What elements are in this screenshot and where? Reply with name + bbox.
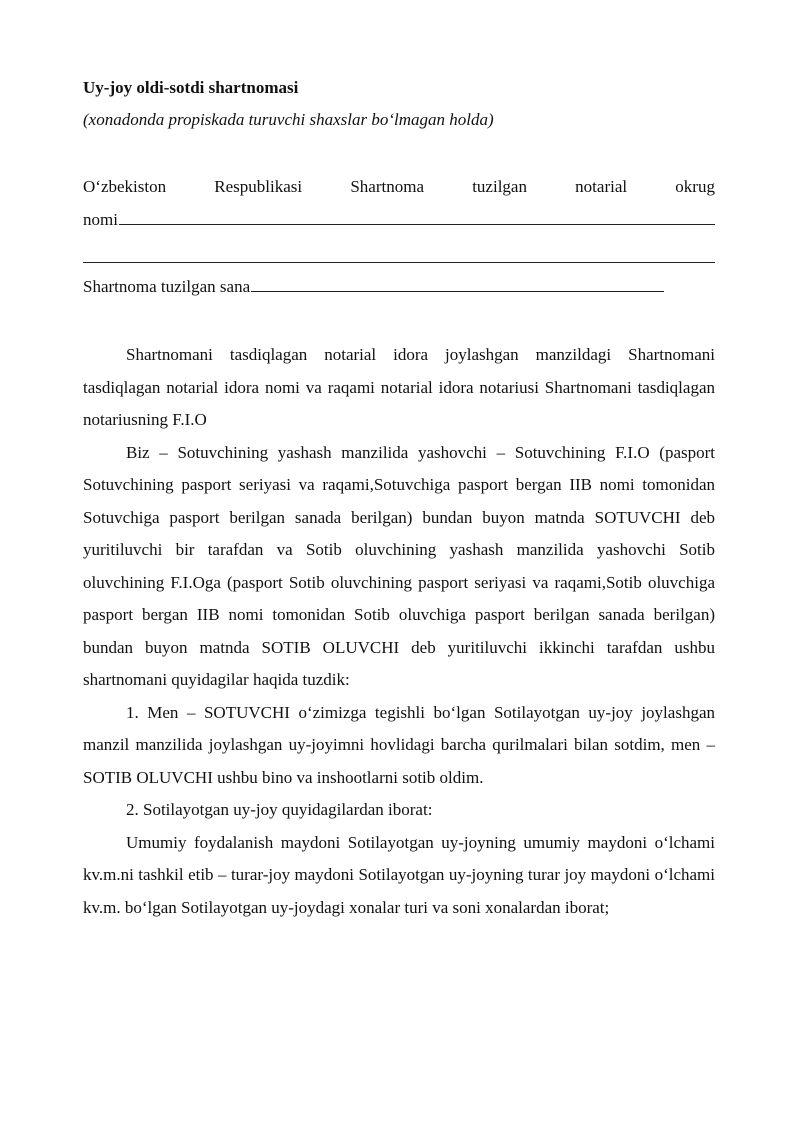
body-paragraph: Shartnomani tasdiqlagan notarial idora joylashgan manzildagi Shartnomani tasdiqlagan notarial idora nomi va raqami notarial idora notariusi Shartnomani tasdiqlagan notariusning F.I.O: [83, 345, 715, 429]
body-paragraph: Umumiy foydalanish maydoni Sotilayotgan uy-joyning umumiy maydoni oʻlchami kv.m.ni tashkil etib – turar-joy maydoni Sotilayotgan uy-joyning turar joy maydoni oʻlchami kv.m. boʻlgan Sotilayotgan uy-joydagi xonalar turi va soni xonalardan iborat;: [83, 832, 715, 917]
contract-date-label: Shartnoma tuzilgan sana: [83, 277, 251, 296]
okrug-name-field: [83, 210, 715, 230]
body-paragraph: 1. Men – SOTUVCHI oʻzimizga tegishli boʻlgan Sotilayotgan uy-joy joylashgan manzil manzilida joylashgan uy-joyimni hovlidagi barcha qurilmalari bilan sotdim, men – SOTIB OLUVCHI ushbu bino va inshootlarni sotib oldim.: [83, 702, 715, 787]
body-paragraph: 2. Sotilayotgan uy-joy quyidagilardan iborat:: [126, 800, 433, 819]
body-paragraph: Biz – Sotuvchining yashash manzilida yashovchi – Sotuvchining F.I.O (pasport Sotuvchining pasport seriyasi va raqami,Sotuvchiga pasport bergan IIB nomi tomonidan Sotuvchiga pasport berilgan sanada berilgan) bundan buyon matnda SOTUVCHI deb yuritiluvchi bir tarafdan va Sotib oluvchining yashash manzilida yashovchi Sotib oluvchining F.I.Oga (pasport Sotib oluvchining pasport seriyasi va raqami,Sotib oluvchiga pasport bergan IIB nomi tomonidan Sotib oluvchiga pasport berilgan sanada berilgan) bundan buyon matnda SOTIB OLUVCHI deb yuritiluvchi ikkinchi tarafdan ushbu shartnomani quyidagilar haqida tuzdik:: [83, 442, 715, 689]
okrug-word: Respublikasi: [214, 177, 303, 196]
document-subtitle: (xonadonda propiskada turuvchi shaxslar boʻlmagan holda): [83, 110, 494, 129]
okrug-word: notarial: [575, 177, 628, 196]
okrug-word: tuzilgan: [472, 177, 527, 196]
notarial-okrug-line: [83, 177, 715, 197]
contract-date-field: [83, 277, 664, 297]
okrug-word: okrug: [675, 177, 715, 196]
contract-date-blank: [251, 277, 664, 292]
document-title: Uy-joy oldi-sotdi shartnomasi: [83, 78, 299, 97]
continuation-blank-line: [83, 262, 715, 263]
okrug-word: Shartnoma: [350, 177, 424, 196]
contract-body: [83, 339, 715, 924]
okrug-name-blank: [119, 210, 715, 225]
okrug-name-label: nomi: [83, 210, 118, 229]
okrug-word: Oʻzbekiston: [83, 177, 167, 196]
